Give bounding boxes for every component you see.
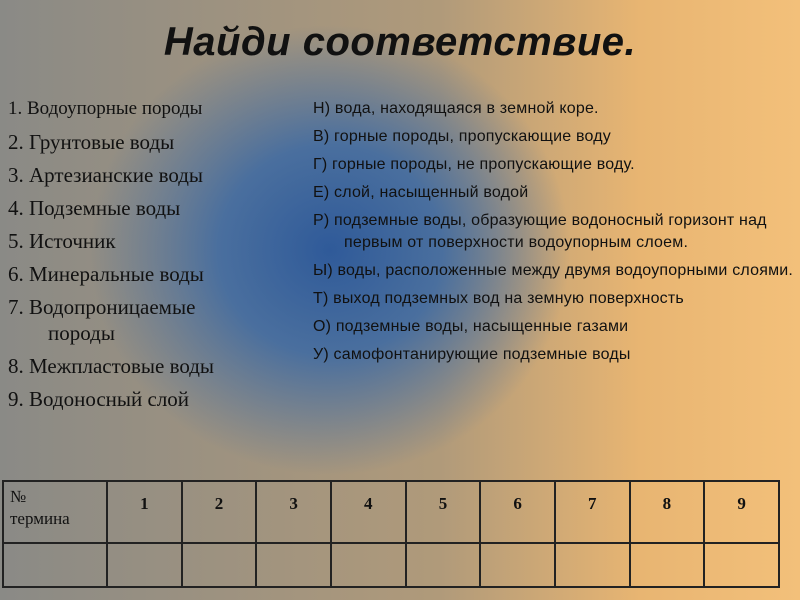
term-number: 6. bbox=[8, 262, 24, 286]
term-text: Грунтовые воды bbox=[29, 130, 175, 154]
term-text: Артезианские воды bbox=[29, 163, 204, 187]
term-item bbox=[8, 353, 303, 379]
term-text: Водоупорные породы bbox=[27, 98, 203, 119]
definition-item: Н) вода, находящаяся в земной коре. bbox=[313, 100, 599, 117]
term-item bbox=[8, 96, 303, 122]
term-number: 4. bbox=[8, 196, 24, 220]
answer-cell[interactable] bbox=[256, 543, 331, 587]
column-number: 9 bbox=[704, 481, 779, 543]
definition-item: У) самофонтанирующие подземные воды bbox=[313, 346, 631, 363]
term-number: 3. bbox=[8, 163, 24, 187]
answer-table bbox=[2, 480, 780, 588]
term-number: 7. bbox=[8, 295, 24, 319]
column-number: 6 bbox=[480, 481, 555, 543]
column-number: 7 bbox=[555, 481, 630, 543]
definition-item: Р) подземные воды, образующие водоносный горизонт над первым от поверхности водоупорным слоем. bbox=[313, 212, 767, 251]
answer-label-cell bbox=[3, 543, 107, 587]
term-item bbox=[8, 129, 303, 155]
column-number: 8 bbox=[630, 481, 705, 543]
term-text: Минеральные воды bbox=[29, 262, 204, 286]
term-text: Подземные воды bbox=[29, 196, 181, 220]
term-number-header bbox=[3, 481, 107, 543]
term-number: 1. bbox=[8, 98, 23, 119]
column-number: 5 bbox=[406, 481, 481, 543]
term-number: 8. bbox=[8, 354, 24, 378]
term-text: Водоносный слой bbox=[29, 387, 190, 411]
term-item bbox=[8, 261, 303, 287]
definition-item: Г) горные породы, не пропускающие воду. bbox=[313, 156, 635, 173]
answer-cell[interactable] bbox=[331, 543, 406, 587]
terms-list bbox=[8, 96, 303, 419]
term-item bbox=[8, 195, 303, 221]
term-text: Источник bbox=[29, 229, 116, 253]
answer-cell[interactable] bbox=[406, 543, 481, 587]
table-header-row bbox=[3, 481, 779, 543]
term-item bbox=[8, 294, 303, 346]
term-number: 2. bbox=[8, 130, 24, 154]
column-number: 4 bbox=[331, 481, 406, 543]
answer-row bbox=[3, 543, 779, 587]
definitions-list bbox=[313, 98, 798, 372]
term-number: 9. bbox=[8, 387, 24, 411]
term-item bbox=[8, 228, 303, 254]
answer-cell[interactable] bbox=[630, 543, 705, 587]
answer-cell[interactable] bbox=[555, 543, 630, 587]
definition-item: Т) выход подземных вод на земную поверхность bbox=[313, 290, 684, 307]
term-text: Межпластовые воды bbox=[29, 354, 215, 378]
answer-cell[interactable] bbox=[182, 543, 257, 587]
column-number: 2 bbox=[182, 481, 257, 543]
answer-cell[interactable] bbox=[480, 543, 555, 587]
answer-cell[interactable] bbox=[107, 543, 182, 587]
term-number: 5. bbox=[8, 229, 24, 253]
page-title: Найди соответствие. bbox=[163, 20, 637, 64]
column-number: 3 bbox=[256, 481, 331, 543]
definition-item: В) горные породы, пропускающие воду bbox=[313, 128, 611, 145]
header-line-2: термина bbox=[10, 509, 70, 528]
term-item bbox=[8, 386, 303, 412]
term-text: Водопроницаемые bbox=[29, 295, 196, 319]
definition-item: О) подземные воды, насыщенные газами bbox=[313, 318, 629, 335]
header-line-1: № bbox=[10, 487, 27, 506]
definition-item: Е) слой, насыщенный водой bbox=[313, 184, 529, 201]
column-number: 1 bbox=[107, 481, 182, 543]
term-text-continued: породы bbox=[48, 321, 115, 345]
answer-cell[interactable] bbox=[704, 543, 779, 587]
term-item bbox=[8, 162, 303, 188]
definition-item: Ы) воды, расположенные между двумя водоупорными слоями. bbox=[313, 262, 794, 279]
